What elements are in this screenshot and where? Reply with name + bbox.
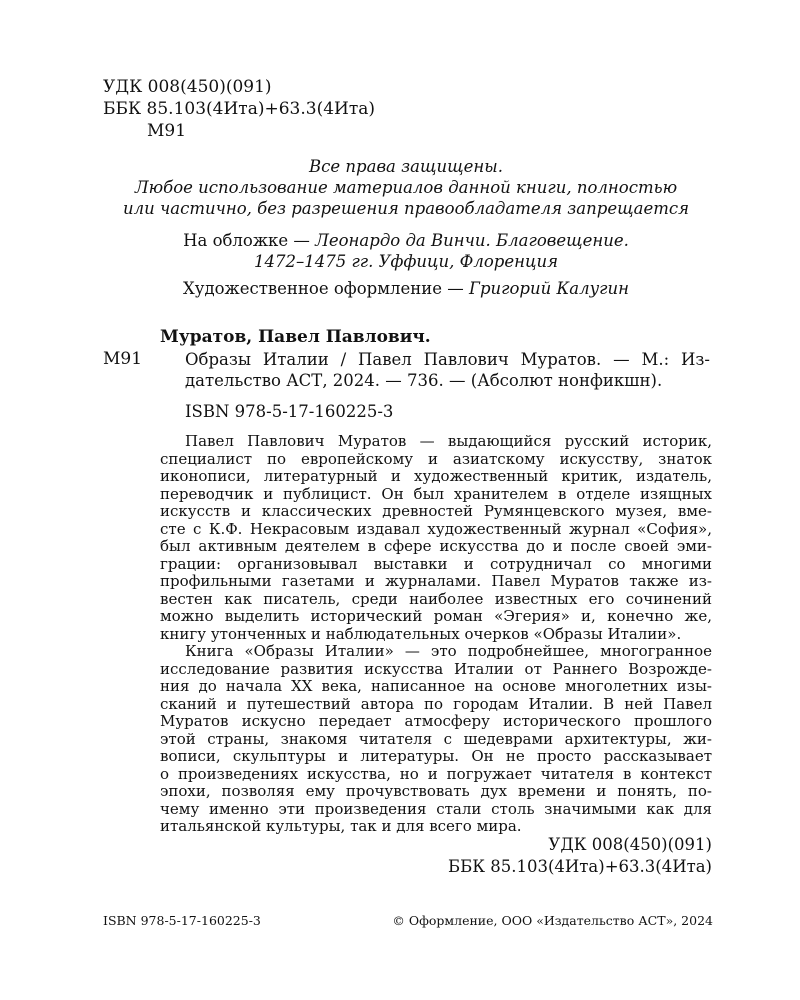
abstract — [160, 433, 712, 836]
abstract-line: этой страны, знакомя читателя с шедеврами архитектуры, жи- — [160, 730, 712, 748]
classification-block-top — [103, 76, 375, 142]
rights-line: Все права защищены. — [309, 157, 503, 176]
cover-artwork: Леонардо да Винчи. Благовещение. — [315, 231, 629, 250]
abstract-line: Муратов искусно передает атмосферу исторического прошлого — [160, 713, 712, 730]
design-credit — [100, 278, 712, 299]
abstract-line: Книга «Образы Италии» — это подробнейшее, многогранное — [185, 643, 712, 660]
rights-notice — [100, 156, 712, 219]
abstract-line: эпохи, позволяя ему прочувствовать дух времени и понять, по- — [160, 783, 712, 800]
abstract-line: специалист по европейскому и азиатскому искусству, знаток — [160, 450, 712, 468]
abstract-line: профильными газетами и журналами. Павел Муратов также из- — [160, 573, 712, 590]
abstract-line: был активным деятелем в сфере искусства до и после своей эми- — [160, 538, 712, 555]
abstract-line: вописи, скульптуры и литературы. Он не просто рассказывает — [160, 748, 712, 765]
biblio-line: Образы Италии / Павел Павлович Муратов. — М.: Из- — [185, 350, 710, 369]
rights-line: Любое использование материалов данной книги, полностью — [134, 178, 678, 197]
author-heading: Муратов, Павел Павлович. — [160, 327, 431, 347]
abstract-line: можно выделить исторический роман «Эгерия» и, конечно же, — [160, 608, 712, 625]
abstract-line: о произведениях искусства, но и погружает читателя в контекст — [160, 765, 712, 783]
abstract-line: переводчик и публицист. Он был хранителем в отделе изящных — [160, 485, 712, 503]
abstract-line: чему именно эти произведения стали столь значимыми как для — [160, 800, 712, 818]
abstract-line: вестен как писатель, среди наиболее известных его сочинений — [160, 590, 712, 608]
bbk-code: ББК 85.103(4Ита)+63.3(4Ита) — [103, 99, 376, 119]
designer-name: Григорий Калугин — [469, 279, 629, 298]
abstract-line: итальянской культуры, так и для всего мира. — [160, 818, 522, 835]
cover-artwork-details: 1472–1475 гг. Уффици, Флоренция — [253, 252, 559, 271]
bbk-code-bottom: ББК 85.103(4Ита)+63.3(4Ита) — [447, 857, 712, 876]
abstract-line: сте с К.Ф. Некрасовым издавал художественный журнал «София», — [160, 520, 712, 538]
cover-credit-line-2 — [100, 251, 712, 272]
cover-credit — [100, 230, 712, 272]
design-prefix: Художественное оформление — — [183, 279, 470, 298]
abstract-line: грации: организовывал выставки и сотрудничал со многими — [160, 555, 712, 573]
abstract-line: сканий и путешествий автора по городам Италии. В ней Павел — [160, 695, 712, 713]
abstract-line: исследование развития искусства Италии от Раннего Возрожде- — [160, 660, 712, 678]
footer-isbn: ISBN 978-5-17-160225-3 — [103, 913, 261, 928]
cover-prefix: На обложке — — [183, 231, 316, 250]
rights-line: или частично, без разрешения правообладателя запрещается — [122, 199, 690, 218]
abstract-line: книгу утонченных и наблюдательных очерков «Образы Италии». — [160, 625, 682, 643]
footer-copyright: © Оформление, ООО «Издательство АСТ», 2024 — [392, 913, 713, 928]
udk-code-bottom: УДК 008(450)(091) — [548, 835, 712, 854]
classification-block-bottom — [380, 834, 712, 878]
author-mark: М91 — [147, 121, 187, 141]
abstract-line: иконописи, литературный и художественный критик, издатель, — [160, 468, 712, 485]
biblio-line: дательство АСТ, 2024. — 736. — (Абсолют нонфикшн). — [185, 371, 663, 390]
abstract-line: Павел Павлович Муратов — выдающийся русский историк, — [185, 433, 712, 450]
abstract-line: ния до начала XX века, написанное на основе многолетних изы- — [160, 678, 712, 695]
abstract-line: искусств и классических древностей Румянцевского музея, вме- — [160, 503, 712, 520]
bibliographic-description — [185, 349, 710, 391]
cover-credit-line-1 — [100, 230, 712, 251]
isbn: ISBN 978-5-17-160225-3 — [185, 402, 394, 421]
author-mark-biblio: М91 — [103, 349, 143, 369]
udk-code: УДК 008(450)(091) — [103, 77, 272, 97]
